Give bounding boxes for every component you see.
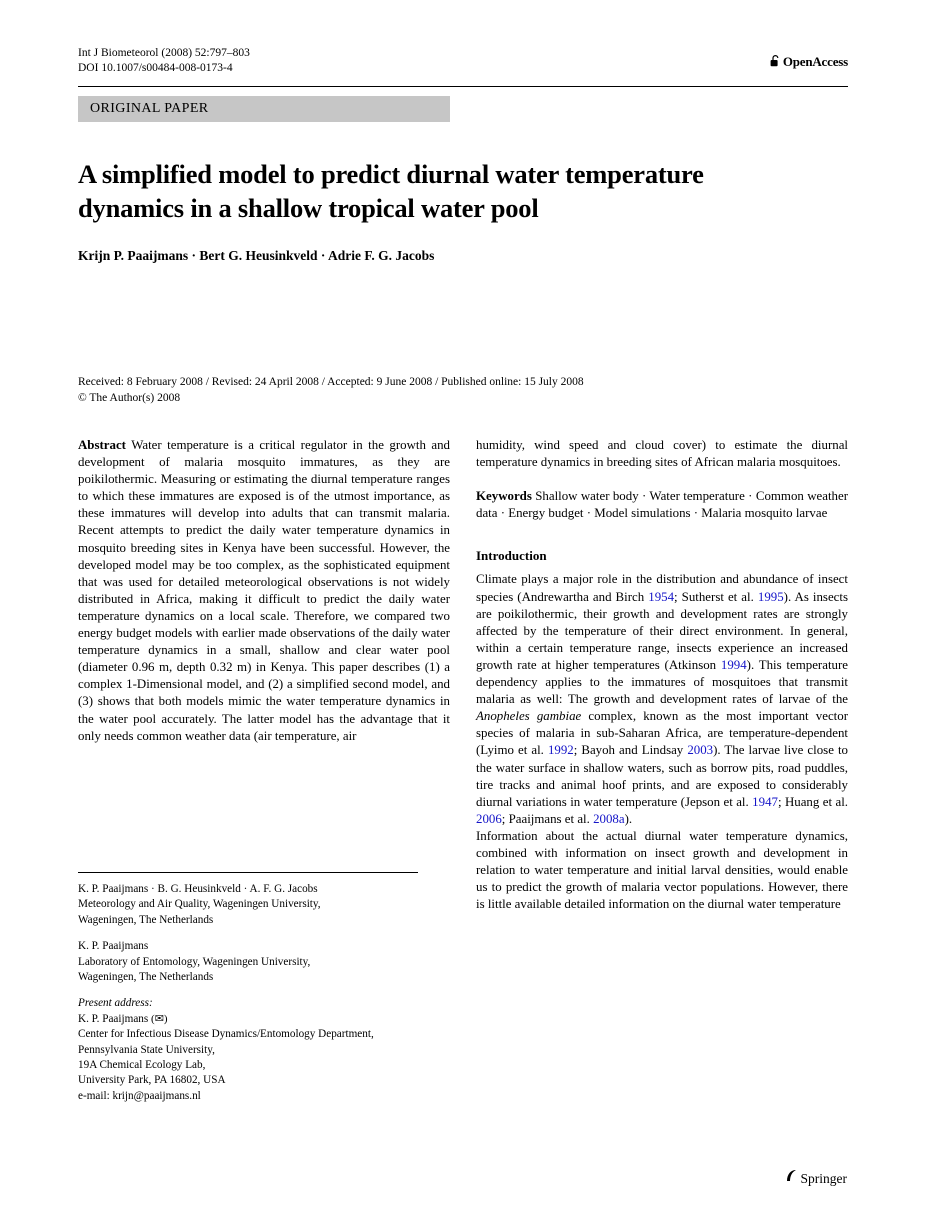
right-column [476, 437, 848, 913]
abstract-text: Water temperature is a critical regulator in the growth and development of malaria mosquito immatures, as they are poikilothermic. Measuring or estimating the diurnal temperature ranges to which these immatures are exposed is of the utmost importance, as these immatures will develop into adults that can transmit malaria. Recent attempts to predict the daily water temperature dynamics in mosquito breeding sites in Kenya have been successful. However, the developed model may be too complex, as the sophisticated equipment that was used for detailed meteorological observations is not widely distributed in Africa, making it difficult to predict the daily water temperature dynamics on a local scale. Therefore, we compared two energy budget models with earlier made observations of the daily water temperature dynamics in a small, shallow and clear water pool (diameter 0.96 m, depth 0.32 m) in Kenya. This paper describes (1) a complex 1-Dimensional model, and (2) a simplified second model, and (3) shows that both models mimic the water temperature dynamics in the water pool accurately. The latter model has the advantage that it only needs common weather data (air temperature, air [78, 438, 450, 743]
springer-logo-icon [785, 1169, 798, 1188]
keywords-paragraph [476, 488, 848, 522]
citation-link[interactable]: 2006 [476, 811, 502, 826]
citation-link[interactable]: 1994 [720, 657, 747, 672]
author-list: Krijn P. Paaijmans · Bert G. Heusinkveld · Adrie F. G. Jacobs [78, 248, 435, 263]
journal-line: Int J Biometeorol (2008) 52:797–803 [78, 47, 250, 59]
intro-paragraph-2: Information about the actual diurnal water temperature dynamics, combined with information on insect growth and development in relation to water temperature and initial larval densities, would enable us to predict the growth of malaria vector populations. However, there is little available detailed information on the diurnal water temperature [476, 828, 848, 912]
page-title: A simplified model to predict diurnal water temperature dynamics in a shallow tropical water pool [78, 159, 704, 223]
intro-text: ; Huang et al. [777, 794, 849, 809]
intro-text: complex, known as the most important vector species of malaria in sub-Saharan Africa, are temperature-dependent (Lyimo et al. [476, 709, 848, 758]
citation-link[interactable]: 2008a [593, 811, 625, 826]
intro-text: ; Sutherst et al. [674, 589, 758, 604]
page-header [78, 46, 848, 76]
present-address-label: Present address: [78, 997, 153, 1010]
affiliation-authors: K. P. Paaijmans [78, 940, 149, 953]
intro-text: ). The larvae live close to the water surface in shallow waters, such as borrow pits, road puddles, tire tracks and animal hoof prints, and are exposed to considerably diurnal variations in water temperature (Jepson et al. [476, 743, 848, 809]
present-address-line: Pennsylvania State University, [78, 1043, 215, 1056]
affiliation-2 [78, 939, 438, 985]
citation-link[interactable]: 1992 [547, 743, 574, 758]
open-access-label: OpenAccess [782, 54, 848, 69]
affiliation-block [78, 882, 438, 1115]
intro-paragraph-1 [476, 571, 848, 827]
citation-link[interactable]: 1947 [752, 794, 778, 809]
intro-text: ). This temperature dependency applies to the immatures of mosquitoes that transmit malaria as well: The growth and development rates of larvae of the [476, 657, 848, 707]
citation-link[interactable]: 2003 [687, 743, 714, 758]
contact-email[interactable]: e-mail: krijn@paaijmans.nl [78, 1089, 201, 1102]
left-column [78, 437, 450, 745]
citation-link[interactable]: 1954 [648, 589, 675, 604]
publication-dates [78, 374, 778, 406]
paper-type-label: ORIGINAL PAPER [90, 101, 209, 116]
open-access-badge [770, 54, 848, 71]
citation-link[interactable]: 1995 [757, 589, 784, 604]
affiliation-authors: K. P. Paaijmans · B. G. Heusinkveld · A. F. G. Jacobs [78, 883, 318, 895]
footnote-divider [78, 872, 418, 873]
present-address-line: University Park, PA 16802, USA [78, 1074, 226, 1087]
copyright-line: © The Author(s) 2008 [78, 392, 181, 404]
envelope-icon: (✉) [151, 1012, 168, 1025]
publisher-footer [785, 1169, 848, 1188]
intro-text: ). As insects are poikilothermic, their growth and development rates are strongly affected by the temperature of their direct environment. In general, within a certain temperature range, insects experience an increased growth rate at higher temperatures (Atkinson [476, 589, 848, 672]
affiliation-city: Wageningen, The Netherlands [78, 971, 214, 984]
present-address-block [78, 996, 438, 1104]
journal-citation [78, 46, 250, 76]
open-lock-icon [770, 54, 781, 71]
publisher-name: Springer [800, 1171, 847, 1186]
section-heading-introduction: Introduction [476, 548, 547, 564]
present-address-line: 19A Chemical Ecology Lab, [78, 1059, 206, 1072]
intro-text: ). [624, 811, 633, 826]
intro-text: ; Paaijmans et al. [501, 811, 594, 826]
keywords-label: Keywords [476, 489, 532, 504]
abstract-continuation: humidity, wind speed and cloud cover) to estimate the diurnal temperature dynamics in breeding sites of African malaria mosquitoes. [476, 438, 848, 470]
dates-line: Received: 8 February 2008 / Revised: 24 April 2008 / Accepted: 9 June 2008 / Published online: 15 July 2008 [78, 376, 584, 388]
affiliation-city: Wageningen, The Netherlands [78, 913, 214, 926]
keywords-text: Shallow water body · Water temperature · Common weather data · Energy budget · Model simulations · Malaria mosquito larvae [476, 489, 848, 521]
abstract-label: Abstract [78, 438, 126, 452]
present-address-line: Center for Infectious Disease Dynamics/Entomology Department, [78, 1028, 374, 1041]
abstract-paragraph [78, 437, 450, 745]
header-divider [78, 86, 848, 87]
affiliation-dept: Meteorology and Air Quality, Wageningen University, [78, 898, 321, 911]
doi-line: DOI 10.1007/s00484-008-0173-4 [78, 62, 233, 74]
intro-text: Climate plays a major role in the distribution and abundance of insect species (Andrewartha and Birch [476, 572, 848, 604]
present-address-name: K. P. Paaijmans (✉) [78, 1012, 168, 1025]
affiliation-dept: Laboratory of Entomology, Wageningen University, [78, 955, 311, 968]
intro-text: ; Bayoh and Lindsay [573, 743, 688, 758]
paper-type-banner [78, 96, 450, 122]
affiliation-1 [78, 882, 438, 928]
species-name: Anopheles gambiae [476, 709, 582, 724]
